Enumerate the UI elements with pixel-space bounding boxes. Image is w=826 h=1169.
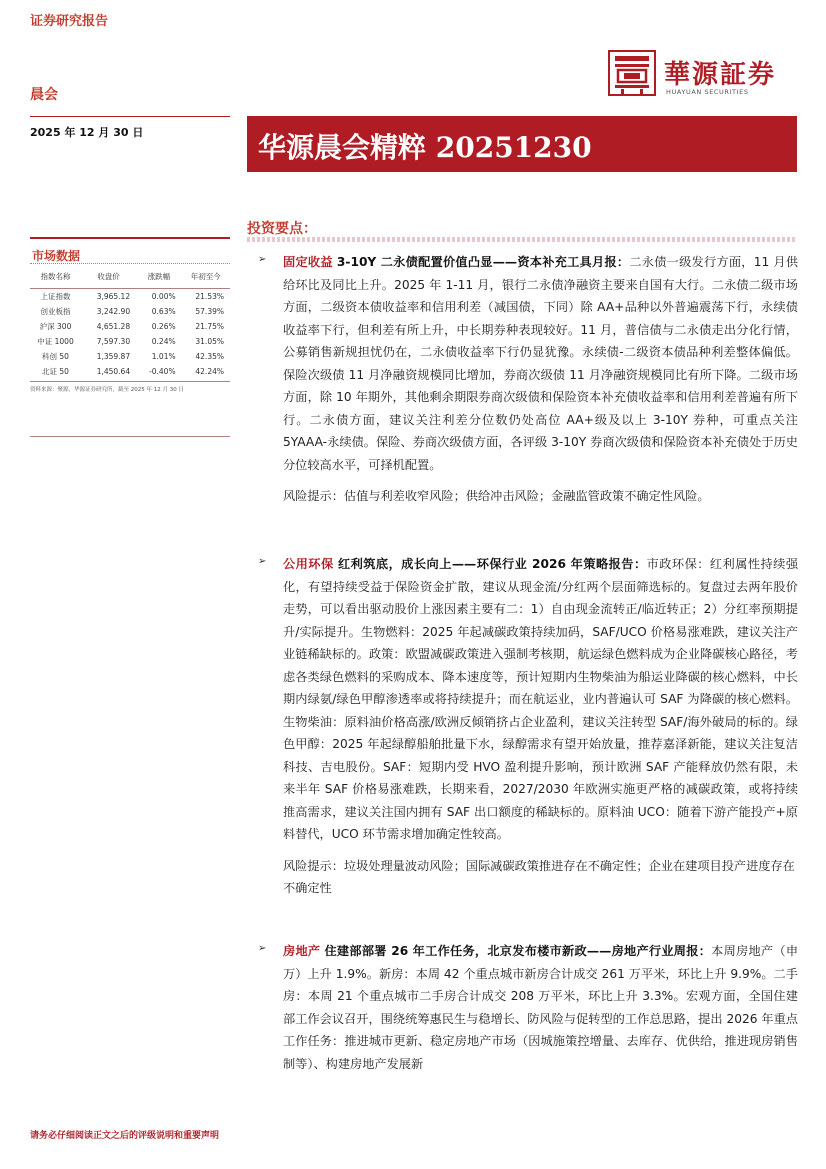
market-data-title: 市场数据 (30, 237, 230, 263)
arrow-bullet-icon: ➢ (258, 943, 267, 954)
change-pct: 0.24% (151, 337, 176, 346)
date-divider (30, 116, 230, 117)
table-row (30, 349, 230, 364)
sector-tag: 房地产 (283, 944, 321, 958)
market-data-panel (30, 237, 230, 393)
close-price: 3,242.90 (96, 307, 131, 316)
close-price: 4,651.28 (96, 322, 131, 331)
risk-note: 风险提示：垃圾处理量波动风险；国际减碳政策推进存在不确定性；企业在建项目投产进度存在不确定性 (283, 858, 795, 895)
ytd-pct: 21.53% (195, 292, 224, 301)
report-headline: 红利筑底，成长向上——环保行业 2026 年策略报告： (337, 557, 647, 571)
change-pct: 0.00% (151, 292, 176, 301)
change-pct: 0.63% (151, 307, 176, 316)
report-headline: 3-10Y 二永债配置价值凸显——资本补充工具月报： (336, 255, 630, 269)
ytd-pct: 42.35% (195, 352, 224, 361)
disclaimer-note: 请务必仔细阅读正文之后的评级说明和重要声明 (30, 1131, 220, 1141)
column-header: 涨跌幅 (136, 267, 182, 289)
change-pct: -0.40% (136, 364, 182, 382)
column-header: 指数名称 (30, 267, 81, 289)
report-body: 二永债一级发行方面，11 月供给环比及同比上升。2025 年 1-11 月，银行二永债净融资主要来自国有大行。二永债二级市场方面，二级资本债收益率和信用利差（减国债，下同）除 AA+品种以外普遍震荡下行，永续债收益率下行，但利差有所上升，中长期券种表现较好。11 月，普信债与二永债走出分化行情，公募销售新规担忧仍在，二永债收益率下行仍显犹豫。永续债-二级资本债品种利差整体偏低。保险次级债 11 月净融资规模同比增加，券商次级债 11 月净融资规模同比有所下降。二级市场方面，除 10 年期外，其他剩余期限券商次级债和保险资本补充债收益率和信用利差普遍有所下行。二永债方面，建议关注利差分位数仍处高位 AA+级及以上 3-10Y 券种，可重点关注 5YAAA-永续债。保险、券商次级债方面，各评级 3-10Y 券商次级债和保险资本补充债处于历史分位较高水平，可择机配置。 (283, 255, 799, 472)
close-price: 1,450.64 (81, 364, 136, 382)
key-point-utilities-environment (258, 553, 798, 900)
brand-name-cn: 華源証券 (664, 60, 777, 90)
brand-logo (608, 50, 798, 100)
table-row (30, 289, 230, 305)
arrow-bullet-icon: ➢ (258, 556, 267, 567)
report-body: 市政环保：红利属性持续强化，有望持续受益于保险资金扩散，建议从现金流/分红两个层面筛选标的。复盘过去两年股价走势，可以看出驱动股价上涨因素主要有二：1）自由现金流转正/临近转正；2）分红率预期提升/实际提升。生物燃料：2025 年起减碳政策持续加码，SAF/UCO 价格易涨难跌，建议关注产业链稀缺标的。政策：欧盟减碳政策进入强制考核期，航运绿色燃料成为企业降碳核心路径，考虑各类绿色燃料的采购成本、降本速度等，预计短期内生物柴油为船运业降碳的核心燃料，中长期内绿氨/绿色甲醇渗透率或将持续提升；而在航运业，业内普遍认可 SAF 为降碳的核心燃料。生物柴油：原料油价格高涨/欧洲反倾销挤占企业盈利，建议关注转型 SAF/海外破局的标的。绿色甲醇：2025 年起绿醇船舶批量下水，绿醇需求有望开始放量，推荐嘉泽新能，建议关注复洁科技、吉电股份。SAF：短期内受 HVO 盈利提升影响，预计欧洲 SAF 产能释放仍然有限，未来半年 SAF 价格易涨难跌，长期来看，2027/2030 年欧洲实施更严格的减碳政策，或将持续推高需求，建议关注国内拥有 SAF 出口额度的稀缺标的。原料油 UCO：随着下游产能投产+原料替代，UCO 环节需求增加确定性较高。 (283, 557, 799, 841)
column-header: 收盘价 (81, 267, 136, 289)
index-name: 科创 50 (42, 352, 69, 361)
table-row (30, 364, 230, 382)
column-header: 年初至今 (182, 267, 230, 289)
report-category: 证券研究报告 (30, 14, 109, 29)
sidebar-divider (30, 436, 230, 437)
key-point-paragraph (283, 251, 798, 476)
ytd-pct: 31.05% (195, 337, 224, 346)
risk-note: 风险提示：估值与利差收窄风险；供给冲击风险；金融监管政策不确定性风险。 (283, 489, 710, 503)
report-title: 华源晨会精粹 20251230 (258, 131, 592, 164)
table-row (30, 334, 230, 349)
close-price: 7,597.30 (96, 337, 131, 346)
huayuan-logo-icon (608, 50, 656, 96)
close-price: 3,965.12 (96, 292, 131, 301)
index-name: 中证 1000 (37, 337, 74, 346)
brand-name-en: HUAYUAN SECURITIES (666, 88, 749, 96)
ytd-pct: 21.75% (195, 322, 224, 331)
index-name: 北证 50 (30, 364, 81, 382)
close-price: 1,359.87 (96, 352, 131, 361)
sector-tag: 公用环保 (283, 557, 334, 571)
index-name: 上证指数 (40, 292, 71, 301)
section-label: 晨会 (30, 87, 58, 103)
arrow-bullet-icon: ➢ (258, 254, 267, 265)
report-date: 2025 年 12 月 30 日 (30, 126, 144, 139)
report-body: 本周房地产（申万）上升 1.9%。新房：本周 42 个重点城市新房合计成交 261 万平米，环比上升 9.9%。二手房：本周 21 个重点城市二手房合计成交 208 万平米，环比上升 3.3%。宏观方面，全国住建部工作会议召开，围绕统筹惠民生与稳增长、防风险与促转型的工作总思路，提出 2026 年重点工作任务：推进城市更新、稳定房地产市场（因城施策控增量、去库存、优供给，推进现房销售制等）、构建房地产发展新 (283, 944, 799, 1071)
change-pct: 1.01% (151, 352, 176, 361)
sector-tag: 固定收益 (283, 255, 333, 269)
key-points-divider (247, 237, 797, 242)
table-row (30, 304, 230, 319)
change-pct: 0.26% (151, 322, 176, 331)
key-point-paragraph (283, 940, 798, 1075)
market-data-table (30, 267, 230, 382)
market-data-source: 资料来源：聚源，华源证券研究所，截至 2025 年 12 月 30 日 (30, 387, 184, 393)
key-point-real-estate (258, 940, 798, 1075)
index-name: 创业板指 (40, 307, 71, 316)
key-points-heading: 投资要点： (247, 221, 317, 237)
ytd-pct: 57.39% (195, 307, 224, 316)
index-name: 沪深 300 (39, 322, 72, 331)
key-point-fixed-income (258, 251, 798, 508)
table-row (30, 319, 230, 334)
key-point-paragraph (283, 553, 798, 846)
report-headline: 住建部部署 26 年工作任务，北京发布楼市新政——房地产行业周报： (324, 944, 712, 958)
ytd-pct: 42.24% (182, 364, 230, 382)
